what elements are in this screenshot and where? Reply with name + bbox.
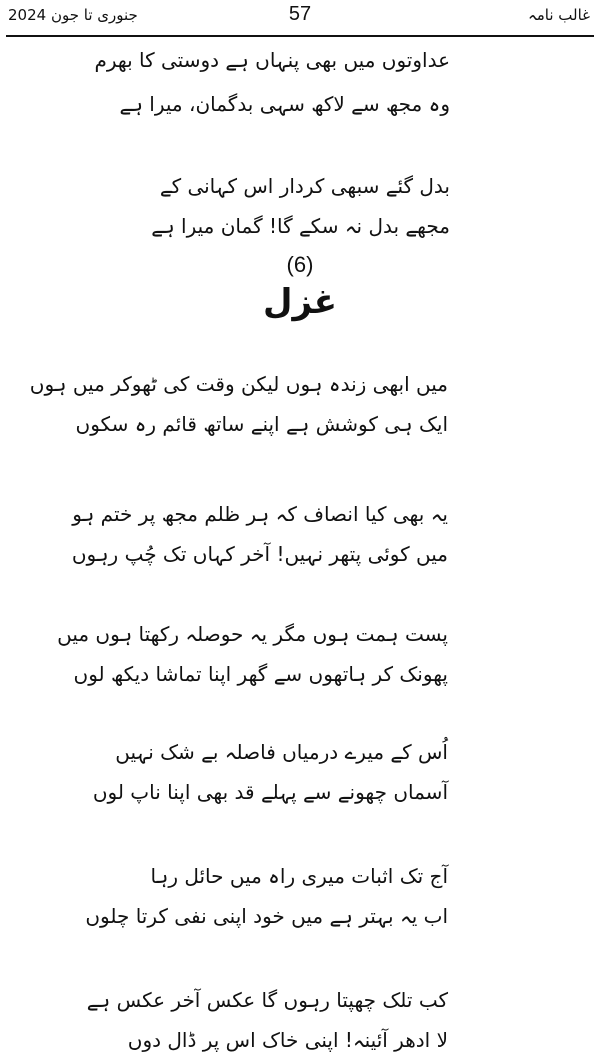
ghazal-stanza-1-line-1: میں ابھی زندہ ہوں لیکن وقت کی ٹھوکر میں ہوں	[29, 372, 448, 396]
ghazal-stanza-2-line-1: یہ بھی کیا انصاف کہ ہر ظلم مجھ پر ختم ہو	[72, 502, 448, 526]
intro-stanza-2-line-1: بدل گئے سبھی کردار اس کہانی کے	[159, 174, 450, 198]
ghazal-stanza-4-line-2: آسماں چھونے سے پہلے قد بھی اپنا ناپ لوں	[92, 780, 448, 804]
ghazal-stanza-2-line-2: میں کوئی پتھر نہیں! آخر کہاں تک چُپ رہوں	[71, 542, 448, 566]
ghazal-stanza-6-line-1: کب تلک چھپتا رہوں گا عکس آخر عکس ہے	[86, 988, 448, 1012]
ghazal-title: غزل	[263, 282, 337, 322]
intro-stanza-1-line-1: عداوتوں میں بھی پنہاں ہے دوستی کا بھرم	[94, 48, 450, 72]
page-header	[0, 0, 600, 40]
ghazal-stanza-6-line-2: لا ادھر آئینہ! اپنی خاک اس پر ڈال دوں	[127, 1028, 448, 1052]
header-divider	[6, 35, 594, 37]
ghazal-stanza-3-line-1: پست ہمت ہوں مگر یہ حوصلہ رکھتا ہوں میں	[57, 622, 448, 646]
ghazal-stanza-5-line-1: آج تک اثبات میری راہ میں حائل رہا	[150, 864, 448, 888]
ghazal-number: (6)	[286, 252, 314, 277]
ghazal-stanza-3-line-2: پھونک کر ہاتھوں سے گھر اپنا تماشا دیکھ لوں	[73, 662, 448, 686]
intro-stanza-1-line-2: وہ مجھ سے لاکھ سہی بدگمان، میرا ہے	[119, 92, 450, 116]
journal-title: غالب نامہ	[527, 6, 590, 24]
intro-stanza-2-line-2: مجھے بدل نہ سکے گا! گمان میرا ہے	[151, 214, 450, 238]
ghazal-stanza-4-line-1: اُس کے میرے درمیاں فاصلہ بے شک نہیں	[115, 740, 448, 764]
ghazal-stanza-5-line-2: اب یہ بہتر ہے میں خود اپنی نفی کرتا چلوں	[85, 904, 448, 928]
ghazal-stanza-1-line-2: ایک ہی کوشش ہے اپنے ساتھ قائم رہ سکوں	[75, 412, 448, 436]
page-number: 57	[288, 3, 312, 25]
issue-date: جنوری تا جون 2024	[8, 6, 138, 24]
